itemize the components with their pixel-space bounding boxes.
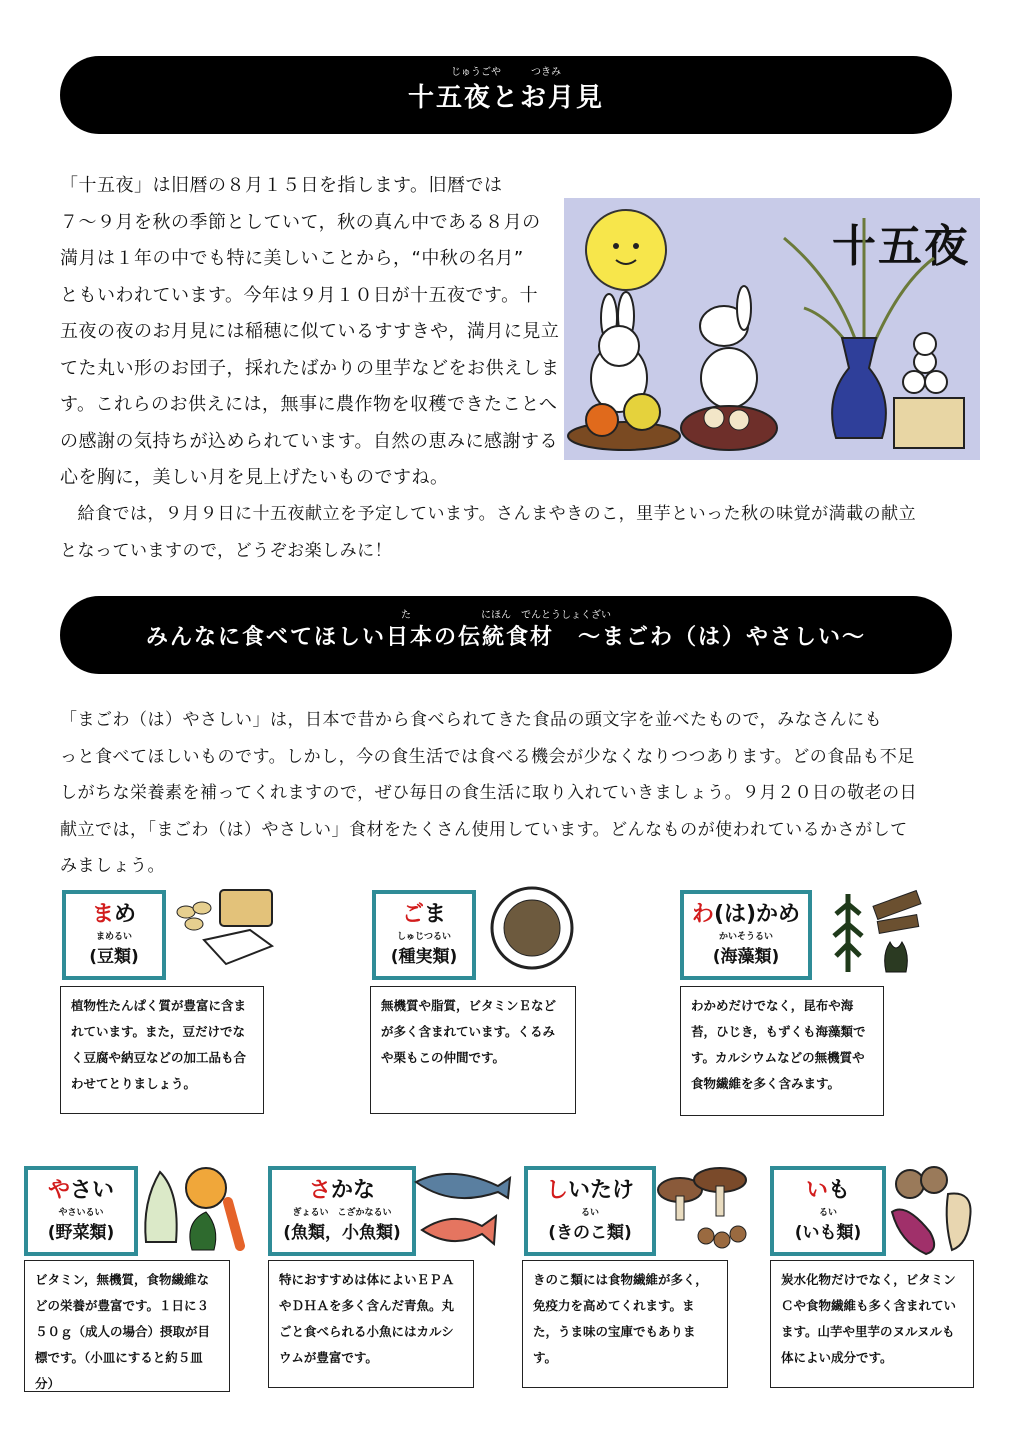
card-head-red: わ: [691, 901, 714, 927]
food-card-sakana: [268, 1166, 416, 1256]
section1-title-ruby: じゅうごや つきみ: [450, 66, 561, 78]
vegetables-icon: [136, 1162, 246, 1256]
card-head-rest: かな: [331, 1177, 376, 1203]
s2-line: 献立では，「まごわ（は）やさしい」食材をたくさん使用しています。どんなものが使われているかさがして: [60, 819, 908, 840]
rabbit-icon: [591, 286, 757, 412]
s2-line: しがちな栄養素を補ってくれますので，ぜひ毎日の食生活に取り入れていきましょう。９月２０日の敬老の日: [60, 783, 918, 803]
food-desc-imo: 炭水化物だけでなく，ビタミンＣや食物繊維も多く含まれています。山芋や里芋のヌルヌルも体によい成分です。: [770, 1260, 974, 1388]
dango-stand-icon: [894, 333, 964, 448]
section1-lunch: [60, 496, 960, 569]
s1-lunch-line: 給食では，９月９日に十五夜献立を予定しています。さんまやきのこ，里芋といった秋の味覚が満載の献立: [60, 504, 917, 524]
s1-line: 心を胸に，美しい月を見上げたいものですね。: [60, 467, 449, 488]
card-head-red: ま: [91, 901, 114, 927]
card-sub: まめるい: [95, 932, 132, 943]
section2-title: みんなに食べてほしい日本の伝統食材 ～まごわ（は）やさしい～: [145, 624, 866, 650]
food-card-wakame: [680, 890, 812, 980]
s1-line: 「十五夜」は旧暦の８月１５日を指します。旧暦では: [60, 175, 503, 196]
s2-line: みましょう。: [60, 856, 165, 876]
card-category: (海藻類): [712, 947, 780, 968]
moon-viewing-illustration: [564, 198, 980, 460]
food-desc-goma: 無機質や脂質，ビタミンＥなどが多く含まれています。くるみや栗もこの仲間です。: [370, 986, 576, 1114]
card-head-rest: いたけ: [568, 1177, 635, 1203]
card-category: (豆類): [89, 947, 139, 968]
s1-line: ともいわれています。今年は９月１０日が十五夜です。十: [60, 284, 539, 306]
s2-line: っと食べてほしいものです。しかし，今の食生活では食べる機会が少なくなりつつあります。どの食品も不足: [60, 746, 915, 767]
food-desc-wakame: わかめだけでなく，昆布や海苔，ひじき，もずくも海藻類です。カルシウムなどの無機質や食物繊維を多く含みます。: [680, 986, 884, 1116]
s2-line: 「まごわ（は）やさしい」は，日本で昔から食べられてきた食品の頭文字を並べたもので，みなさんにも: [60, 710, 883, 730]
card-head-red: い: [805, 1177, 828, 1203]
vase-icon: [832, 338, 886, 438]
card-category: (種実類): [390, 947, 458, 968]
card-category: (魚類，小魚類): [283, 1223, 401, 1244]
card-category: (野菜類): [47, 1223, 115, 1244]
section1-title: 十五夜とお月見: [407, 82, 604, 113]
food-desc-yasai: ビタミン，無機質，食物繊維などの栄養が豊富です。１日に３５０ｇ（成人の場合）摂取が目標です。（小皿にすると約５皿分）: [24, 1260, 230, 1392]
food-card-goma: [372, 890, 476, 980]
card-category: (いも類): [794, 1223, 862, 1244]
food-card-mame: [62, 890, 166, 980]
fish-icon: [412, 1158, 514, 1258]
seaweed-icon: [830, 884, 930, 976]
section2-body: [60, 702, 960, 885]
food-desc-sakana: 特におすすめは体によいＥＰＡやＤＨＡを多く含んだ青魚。丸ごと食べられる小魚にはカルシウムが豊富です。: [268, 1260, 474, 1388]
card-sub: やさいるい: [58, 1208, 104, 1219]
moon-icon: [586, 210, 666, 290]
s1-line: 満月は１年の中でも特に美しいことから，“中秋の名月”: [60, 248, 524, 269]
s1-lunch-line: となっていますので，どうぞお楽しみに！: [60, 540, 393, 561]
food-desc-mame: 植物性たんぱく質が豊富に含まれています。また，豆だけでなく豆腐や納豆などの加工品も合わせてとりましょう。: [60, 986, 264, 1114]
s1-line: てた丸い形のお団子，採れたばかりの里芋などをお供えしま: [60, 357, 560, 379]
card-head-red: ご: [401, 901, 424, 927]
card-sub: ぎょるい こざかなるい: [292, 1208, 392, 1219]
card-head-rest: さい: [70, 1177, 115, 1203]
section1-body: [60, 168, 560, 497]
card-head-red: や: [47, 1177, 70, 1203]
beans-tofu-icon: [172, 884, 282, 974]
section2-banner: [60, 596, 952, 674]
card-head-red: し: [545, 1177, 568, 1203]
s1-line: 五夜の夜のお月見には稲穂に似ているすすきや，満月に見立: [60, 321, 560, 342]
card-head-rest: (は)かめ: [713, 901, 801, 927]
illustration-label: 十五夜: [832, 221, 970, 272]
card-sub: かいそうるい: [718, 932, 773, 943]
food-desc-shiitake: きのこ類には食物繊維が多く，免疫力を高めてくれます。また，うま味の宝庫でもあります。: [522, 1260, 728, 1388]
potatoes-icon: [886, 1162, 986, 1258]
card-category: (きのこ類): [548, 1223, 632, 1244]
card-head-rest: も: [828, 1177, 851, 1203]
card-sub: しゅじつるい: [396, 932, 451, 943]
s1-line: す。これらのお供えには，無事に農作物を収穫できたことへ: [60, 394, 558, 415]
section2-title-ruby: た にほん でんとうしょくざい: [400, 609, 611, 621]
food-card-yasai: [24, 1166, 138, 1256]
card-head-rest: め: [114, 901, 137, 927]
food-card-shiitake: [524, 1166, 656, 1256]
sesame-bowl-icon: [486, 884, 586, 974]
s1-line: の感謝の気持ちが込められています。自然の恵みに感謝する: [60, 430, 559, 452]
s1-line: ７～９月を秋の季節としていて，秋の真ん中である８月の: [60, 211, 541, 233]
card-head-red: さ: [308, 1177, 331, 1203]
mushrooms-icon: [654, 1160, 760, 1256]
card-head-rest: ま: [424, 901, 447, 927]
food-card-imo: [770, 1166, 886, 1256]
card-sub: るい: [580, 1208, 599, 1219]
card-sub: るい: [818, 1208, 837, 1219]
section1-banner: [60, 56, 952, 134]
